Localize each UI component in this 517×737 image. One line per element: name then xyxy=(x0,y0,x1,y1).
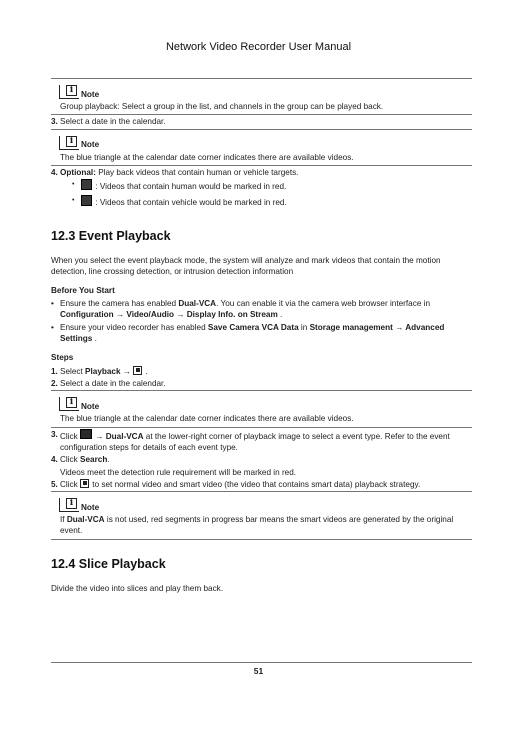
note-icon: i xyxy=(59,397,79,411)
list-item: • Ensure your video recorder has enabled Save Camera VCA Data in Storage management → Advanced Settings . xyxy=(51,322,445,343)
list-item: • : Videos that contain human would be marked in red. xyxy=(72,181,287,192)
note-label: Note xyxy=(81,502,100,512)
step-number: 4. xyxy=(51,455,58,465)
note-block xyxy=(51,491,472,540)
step-4-optional xyxy=(51,167,472,210)
step-5: 5. Click to set normal video and smart video (the video that contains smart data) playback strategy. xyxy=(51,479,421,489)
step-text xyxy=(60,167,472,210)
list-item: • : Videos that contain vehicle would be marked in red. xyxy=(72,196,287,207)
step-number: 1. xyxy=(51,366,58,376)
note-text: If Dual-VCA is not used, red segments in progress bar means the smart videos are generated by the original event. xyxy=(60,515,454,536)
note-label: Note xyxy=(81,402,100,412)
before-you-start-heading: Before You Start xyxy=(51,285,115,295)
section-heading-slice-playback: 12.4 Slice Playback xyxy=(51,556,166,571)
vehicle-target-icon xyxy=(81,195,92,206)
bullet-text: : Videos that contain human would be marked in red. xyxy=(95,182,287,192)
note-block xyxy=(51,129,472,166)
menu-path: Playback → xyxy=(85,366,134,376)
note-header xyxy=(59,394,472,411)
note-label: Note xyxy=(81,140,100,150)
page-number: 51 xyxy=(253,666,264,676)
search-term: Search xyxy=(80,455,108,465)
page-content xyxy=(51,78,472,601)
page-header-title: Network Video Recorder User Manual xyxy=(165,41,352,53)
note-block xyxy=(51,390,472,427)
step-3: 3. Click → Dual-VCA at the lower-right corner of playback image to select a event type. Refer to the event configuration steps for details of each event type. xyxy=(51,429,450,452)
playback-strategy-icon xyxy=(80,479,89,488)
step-3 xyxy=(51,116,472,127)
menu-path: Storage management → Advanced Settings xyxy=(60,322,445,343)
dual-vca-path: → Dual-VCA xyxy=(93,431,144,441)
note-text: The blue triangle at the calendar date corner indicates there are available videos. xyxy=(60,152,354,162)
save-vca-term: Save Camera VCA Data xyxy=(207,322,299,332)
step-number: 3. xyxy=(51,429,58,439)
dual-vca-term: Dual-VCA xyxy=(178,299,217,309)
step-4-detail xyxy=(51,467,472,478)
optional-label: Optional: xyxy=(60,167,96,177)
step-2 xyxy=(51,378,472,389)
list-item: • Ensure the camera has enabled Dual-VCA. You can enable it via the camera web browser interface in Configuration → Video/Audio → Display Info. on Stream . xyxy=(51,299,431,320)
steps-heading: Steps xyxy=(51,353,74,363)
step-number: 4. xyxy=(51,167,58,177)
footer-divider xyxy=(51,662,472,663)
section-text: Divide the video into slices and play them back. xyxy=(51,584,224,593)
step-description: Play back videos that contain human or vehicle targets. xyxy=(95,167,299,177)
step-detail-text: Videos meet the detection rule requirement will be marked in red. xyxy=(60,467,297,477)
note-text: Group playback: Select a group in the list, and channels in the group can be played back. xyxy=(60,102,384,111)
note-header xyxy=(59,82,472,99)
section-heading-event-playback: 12.3 Event Playback xyxy=(51,228,171,243)
step-number: 3. xyxy=(51,117,58,127)
prerequisite-list xyxy=(51,298,472,344)
note-block xyxy=(51,78,472,115)
note-label: Note xyxy=(81,89,100,99)
section-intro: When you select the event playback mode, the system will analyze and mark videos that contain the motion detection, line crossing detection, or intrusion detection information xyxy=(51,256,441,277)
step-number: 2. xyxy=(51,378,58,388)
event-playback-icon xyxy=(133,366,142,375)
step-text: Select a date in the calendar. xyxy=(60,117,166,127)
step-4: 4. Click Search. xyxy=(51,455,110,465)
note-header xyxy=(59,495,472,512)
bullet-text: : Videos that contain vehicle would be marked in red. xyxy=(95,197,287,207)
more-options-icon xyxy=(80,429,92,439)
note-icon: i xyxy=(59,136,79,150)
note-text: The blue triangle at the calendar date corner indicates there are available videos. xyxy=(60,414,354,424)
note-header xyxy=(59,133,472,150)
note-icon: i xyxy=(59,498,79,512)
dual-vca-term: Dual-VCA xyxy=(66,515,105,525)
target-type-list xyxy=(72,179,472,208)
menu-path: Configuration → Video/Audio → Display Info. on Stream xyxy=(60,310,278,320)
step-number: 5. xyxy=(51,479,58,489)
human-target-icon xyxy=(81,179,92,190)
step-text: Select a date in the calendar. xyxy=(60,378,166,388)
step-1: 1. Select Playback → . xyxy=(51,366,148,376)
note-icon: i xyxy=(59,85,79,99)
